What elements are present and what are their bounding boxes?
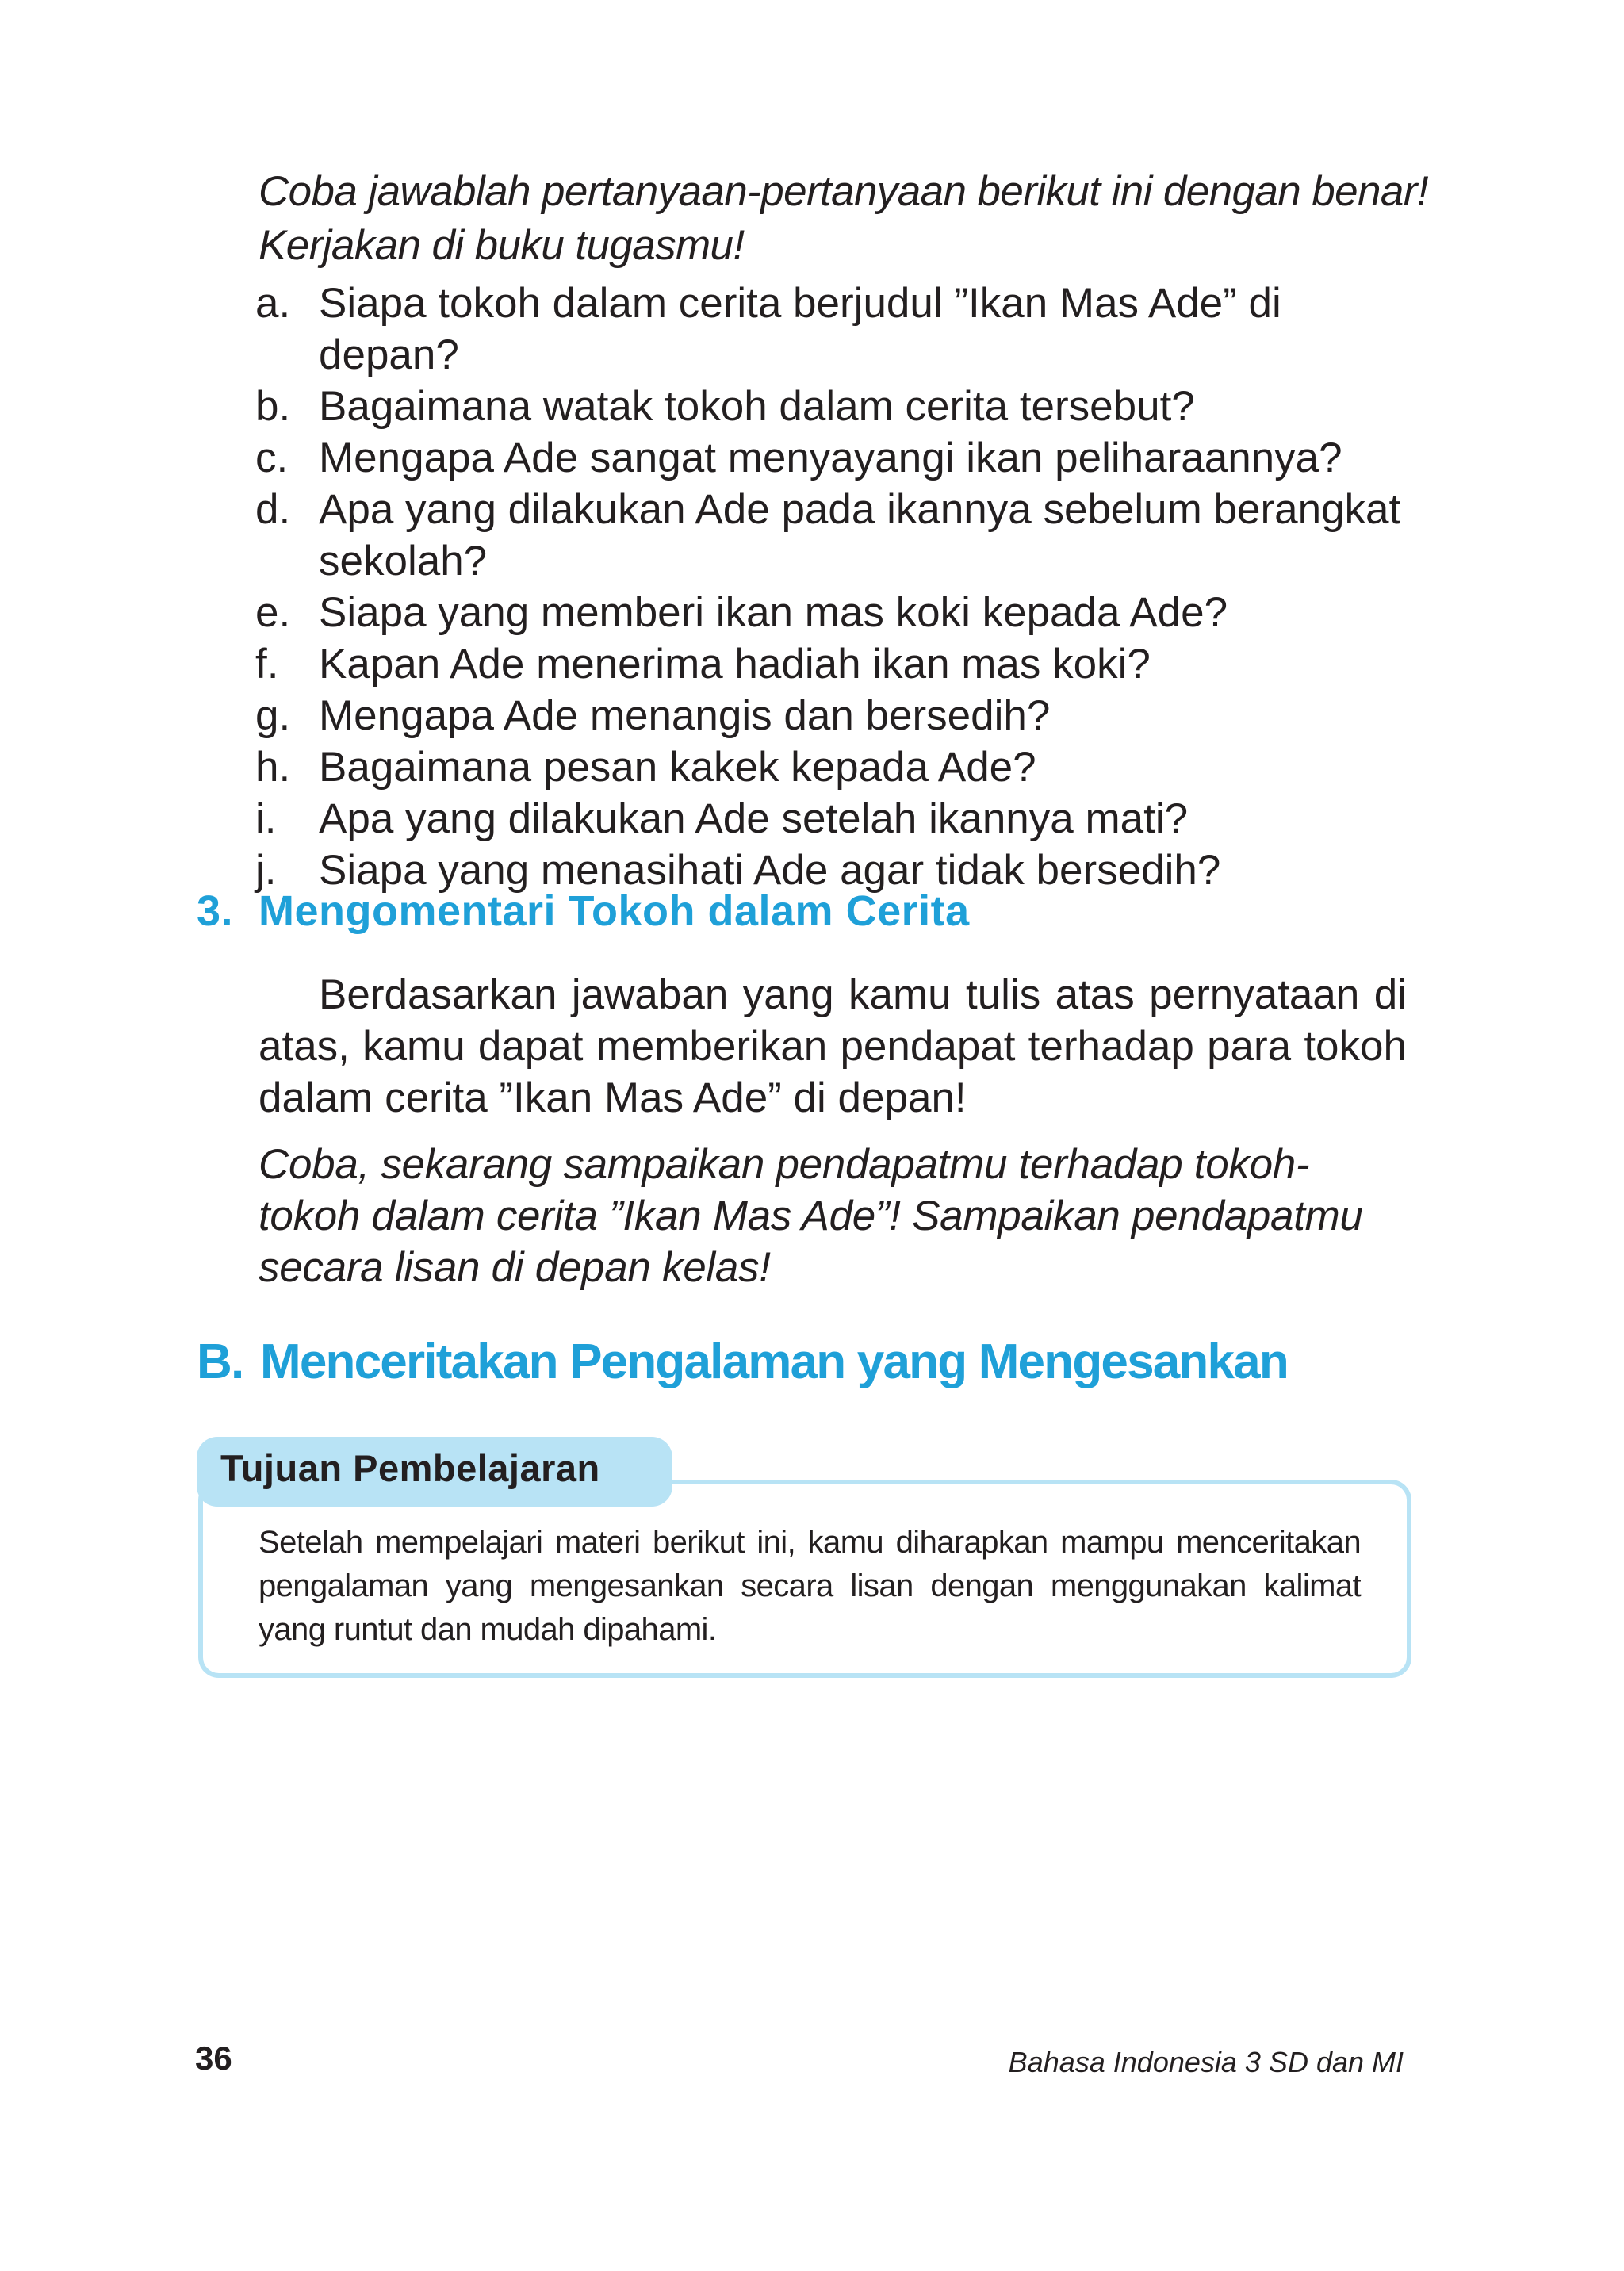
instructions-line-1: Coba jawablah pertanyaan-pertanyaan berikut ini dengan benar! [259,168,1428,215]
question-item [255,278,1421,381]
question-text: Bagaimana pesan kakek kepada Ade? [319,744,1036,791]
question-letter: e. [255,589,291,636]
question-item [255,381,1421,432]
question-text: Kapan Ade menerima hadiah ikan mas koki? [319,641,1151,687]
question-letter: g. [255,692,291,739]
question-text: Bagaimana watak tokoh dalam cerita tersebut? [319,383,1195,430]
section-3-paragraph [259,969,1407,1124]
question-text: Siapa yang menasihati Ade agar tidak bersedih? [319,847,1221,894]
question-letter: j. [255,847,277,894]
question-letter: h. [255,744,291,791]
question-item [255,432,1421,484]
question-text: Mengapa Ade menangis dan bersedih? [319,692,1051,739]
section-b-title: Menceritakan Pengalaman yang Mengesankan [260,1335,1288,1389]
page-number: 36 [195,2039,232,2077]
question-text: Mengapa Ade sangat menyayangi ikan peliharaannya? [319,435,1342,481]
question-text: Siapa yang memberi ikan mas koki kepada Ade? [319,589,1228,636]
section-b-heading [197,1334,1288,1390]
book-title: Bahasa Indonesia 3 SD dan MI [1008,2046,1404,2078]
question-letter: f. [255,641,279,687]
question-item [255,690,1421,741]
question-list [255,278,1421,896]
question-letter: b. [255,383,291,430]
question-letter: c. [255,435,289,481]
question-letter: a. [255,280,291,327]
section-3-title: Mengomentari Tokoh dalam Cerita [259,887,970,935]
learning-goal-text: Setelah mempelajari materi berikut ini, kamu diharapkan mampu menceritakan pengalaman yang mengesankan secara lisan dengan menggunakan kalimat yang runtut dan mudah dipahami. [259,1525,1361,1647]
instructions-line-2: Kerjakan di buku tugasmu! [259,222,745,269]
section-b-letter: B. [197,1335,243,1389]
question-item [255,587,1421,638]
section-3-paragraph-text: Berdasarkan jawaban yang kamu tulis atas pernyataan di atas, kamu dapat memberikan pendapat terhadap para tokoh dalam cerita ”Ikan Mas Ade” di depan! [259,971,1407,1121]
question-letter: d. [255,486,291,533]
question-text: Siapa tokoh dalam cerita berjudul ”Ikan Mas Ade” di depan? [319,280,1281,378]
question-text: Apa yang dilakukan Ade pada ikannya sebelum berangkat sekolah? [319,486,1401,584]
section-3-heading [197,887,970,936]
section-3-number: 3. [197,887,234,935]
question-text: Apa yang dilakukan Ade setelah ikannya mati? [319,795,1189,842]
learning-goal-title: Tujuan Pembelajaran [220,1447,600,1489]
question-item [255,484,1421,587]
question-item [255,793,1421,844]
question-letter: i. [255,795,277,842]
question-item [255,741,1421,793]
instructions [259,165,1428,273]
section-3-task: Coba, sekarang sampaikan pendapatmu terhadap tokoh-tokoh dalam cerita ”Ikan Mas Ade”! Sampaikan pendapatmu secara lisan di depan kelas! [259,1141,1363,1291]
question-item [255,638,1421,690]
